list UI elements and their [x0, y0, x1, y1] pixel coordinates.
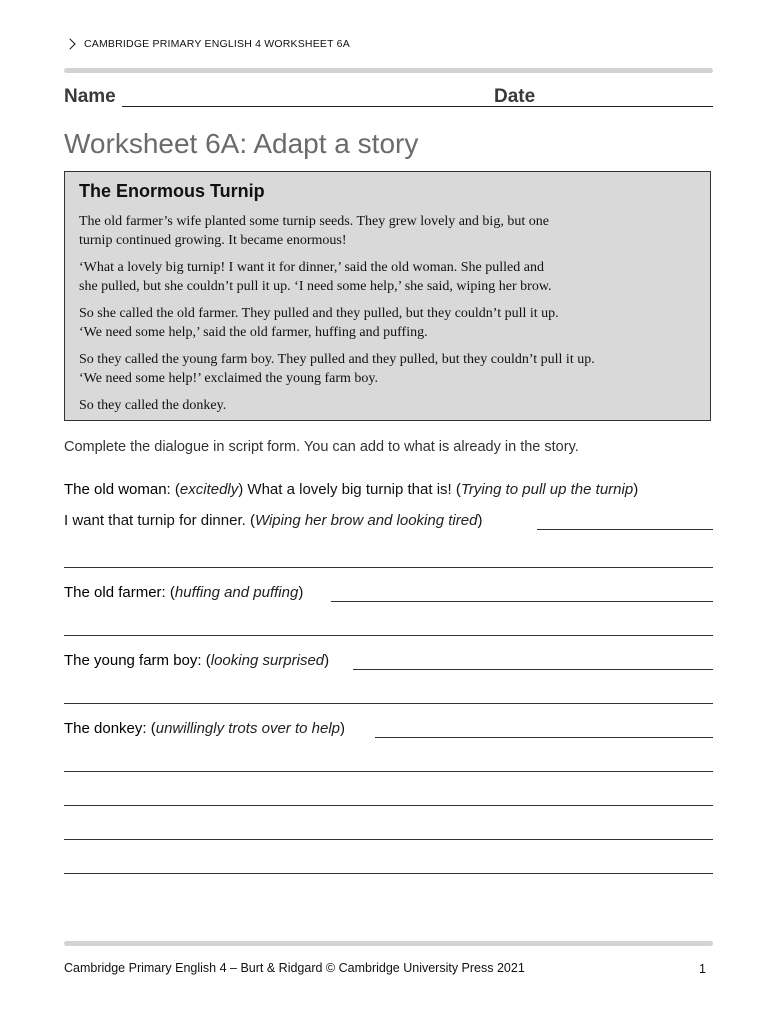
- story-line: So she called the old farmer. They pulled and they pulled, but they couldn’t pull it up.: [79, 306, 559, 321]
- date-field[interactable]: [542, 106, 713, 107]
- paren: (: [165, 584, 175, 601]
- story-box: [64, 171, 711, 421]
- story-line: she pulled, but she couldn’t pull it up. ‘I need some help,’ she said, wiping her brow.: [79, 278, 552, 294]
- paren: ): [298, 584, 304, 601]
- answer-line[interactable]: [64, 703, 713, 704]
- story-paragraph: [79, 305, 679, 342]
- paren: (: [146, 720, 156, 737]
- story-line: The old farmer’s wife planted some turnip seeds. They grew lovely and big, but one: [79, 214, 549, 229]
- story-paragraph: [79, 397, 679, 416]
- dialogue-old-woman-line2: [64, 512, 482, 529]
- speaker-label: The old farmer:: [64, 584, 166, 601]
- speaker-label: The donkey:: [64, 720, 147, 737]
- story-paragraph: [79, 213, 679, 250]
- story-line: So they called the donkey.: [79, 398, 227, 413]
- breadcrumb: [64, 38, 350, 50]
- stage-direction: excitedly: [179, 481, 239, 498]
- paren: (: [201, 652, 211, 669]
- footer-credit: Cambridge Primary English 4 – Burt & Ridgard © Cambridge University Press 2021: [64, 961, 525, 975]
- dialogue-old-farmer: [64, 584, 303, 601]
- speaker-label: The young farm boy:: [64, 652, 202, 669]
- chevron-right-icon: [64, 38, 75, 49]
- story-line: ‘We need some help,’ said the old farmer, huffing and puffing.: [79, 324, 428, 340]
- date-label: Date: [494, 86, 536, 107]
- answer-line[interactable]: [64, 567, 713, 568]
- answer-line[interactable]: [537, 529, 713, 530]
- name-date-row: [64, 84, 713, 110]
- story-line: ‘What a lovely big turnip! I want it for dinner,’ said the old woman. She pulled and: [79, 260, 544, 275]
- story-title: The Enormous Turnip: [79, 181, 265, 201]
- dialogue-old-woman-line1: [64, 481, 638, 498]
- answer-line[interactable]: [64, 635, 713, 636]
- answer-line[interactable]: [64, 873, 713, 874]
- stage-direction: Trying to pull up the turnip: [460, 481, 634, 498]
- paren: ): [324, 652, 330, 669]
- stage-direction: Wiping her brow and looking tired: [254, 512, 478, 529]
- bottom-divider: [64, 941, 713, 946]
- paren: (: [170, 481, 180, 498]
- paren: ): [477, 512, 483, 529]
- top-divider: [64, 68, 713, 73]
- dialogue-text: ) What a lovely big turnip that is! (: [238, 481, 461, 498]
- stage-direction: unwillingly trots over to help: [155, 720, 340, 737]
- answer-line[interactable]: [331, 601, 713, 602]
- dialogue-farm-boy: [64, 652, 329, 669]
- page-number: 1: [699, 962, 706, 976]
- dialogue-text: I want that turnip for dinner. (: [64, 512, 255, 529]
- paren: ): [633, 481, 639, 498]
- answer-line[interactable]: [64, 839, 713, 840]
- answer-line[interactable]: [64, 771, 713, 772]
- story-paragraph: [79, 351, 679, 388]
- stage-direction: huffing and puffing: [174, 584, 299, 601]
- dialogue-donkey: [64, 720, 345, 737]
- answer-line[interactable]: [64, 805, 713, 806]
- story-line: So they called the young farm boy. They pulled and they pulled, but they couldn’t pull it up.: [79, 352, 595, 367]
- name-field[interactable]: [122, 106, 544, 107]
- speaker-label: The old woman:: [64, 481, 171, 498]
- story-line: turnip continued growing. It became enormous!: [79, 232, 347, 248]
- name-label: Name: [64, 86, 116, 107]
- stage-direction: looking surprised: [210, 652, 325, 669]
- answer-line[interactable]: [375, 737, 713, 738]
- page-title: Worksheet 6A: Adapt a story: [64, 128, 419, 159]
- story-line: ‘We need some help!’ exclaimed the young farm boy.: [79, 370, 378, 386]
- story-paragraph: [79, 259, 679, 296]
- breadcrumb-text: CAMBRIDGE PRIMARY ENGLISH 4 WORKSHEET 6A: [84, 38, 350, 50]
- paren: ): [340, 720, 345, 737]
- answer-line[interactable]: [353, 669, 713, 670]
- instructions: Complete the dialogue in script form. You can add to what is already in the story.: [64, 439, 579, 455]
